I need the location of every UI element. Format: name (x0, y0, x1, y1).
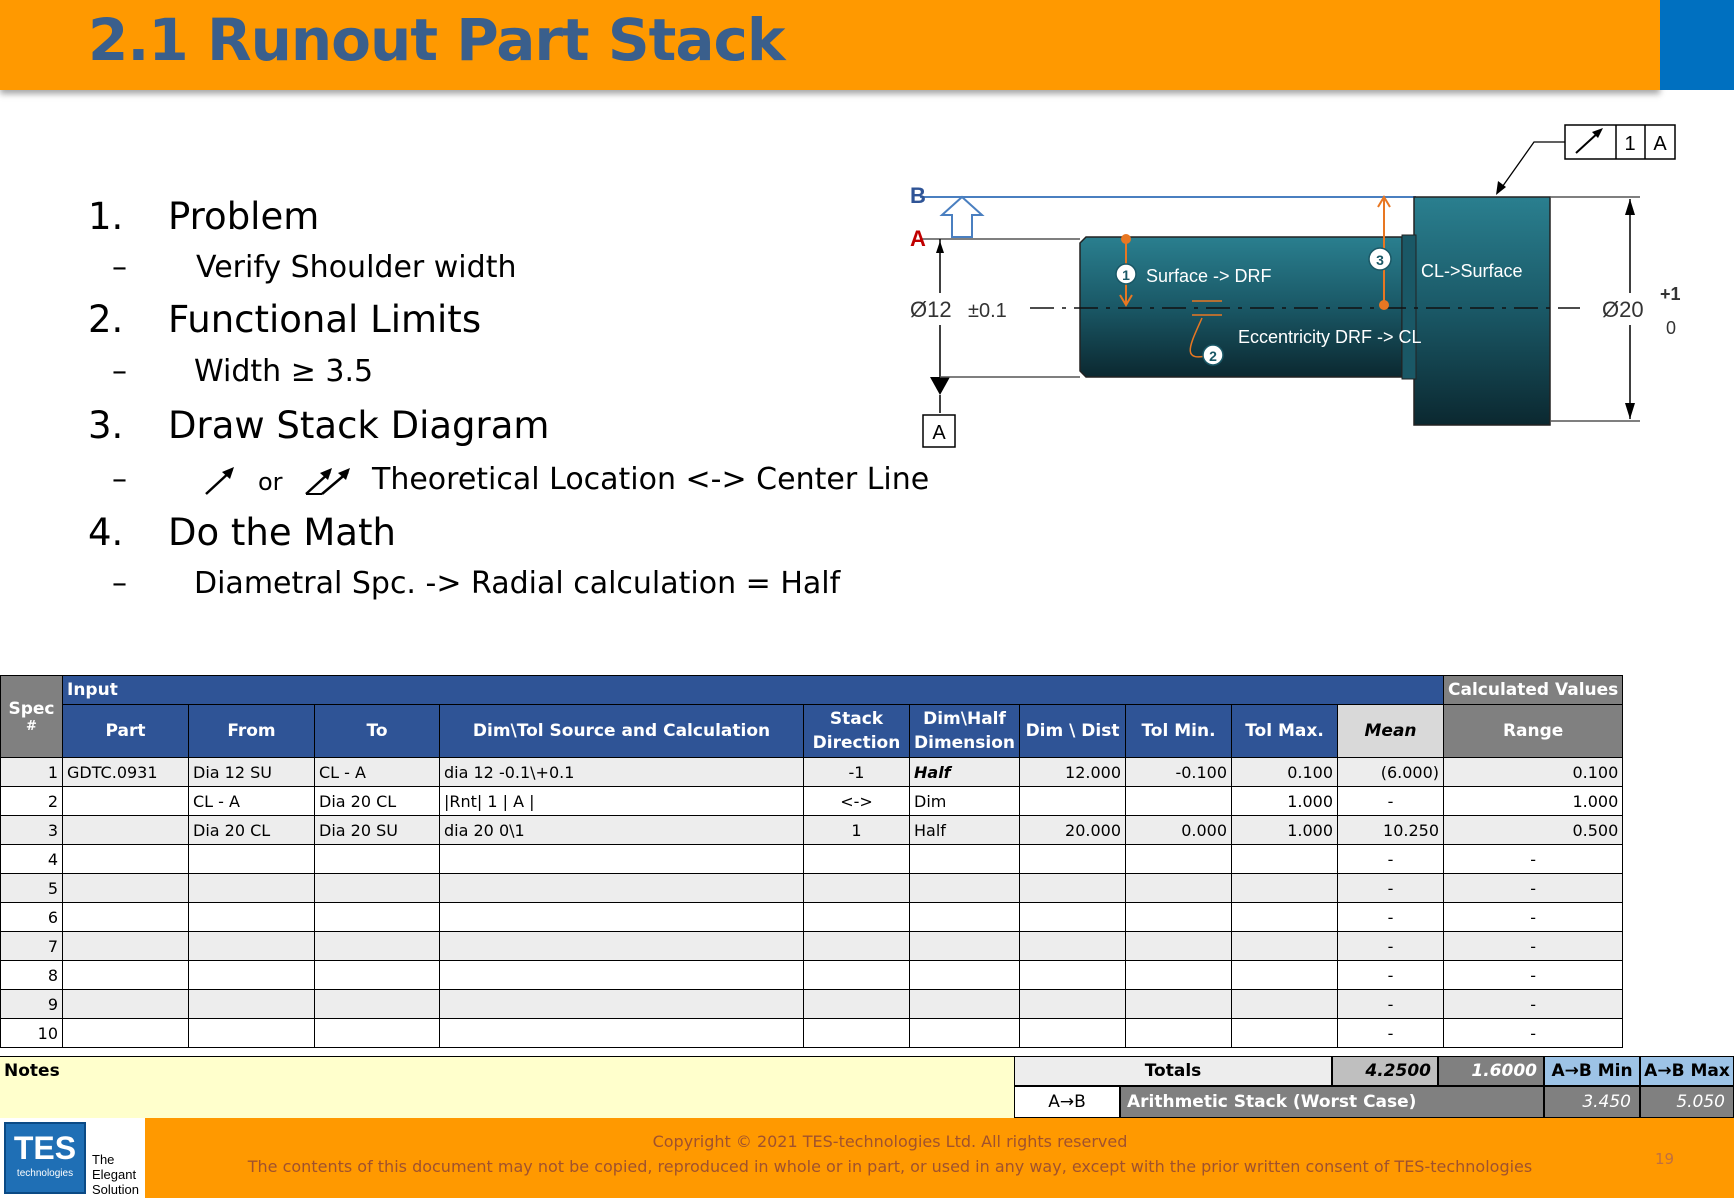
cell-tol-min[interactable] (1126, 932, 1232, 961)
cell-mean[interactable]: - (1338, 845, 1444, 874)
table-row (1, 990, 1623, 1019)
footer-notice: The contents of this document may not be copied, reproduced in whole or in part, or used in any way, except with the prior written consent of TES-technologies (247, 1157, 1533, 1176)
table-row (1, 816, 1623, 845)
page-title: 2.1 Runout Part Stack (88, 6, 785, 74)
arrow-head (936, 241, 944, 253)
fcf-leader (1500, 142, 1565, 190)
cell-to[interactable]: Dia 20 SU (315, 816, 440, 845)
datum-a-triangle (930, 377, 950, 395)
cell-source[interactable] (440, 903, 804, 932)
cell-half[interactable] (910, 961, 1020, 990)
cell-mean[interactable]: - (1338, 932, 1444, 961)
cell-mean[interactable]: 10.250 (1338, 816, 1444, 845)
ab-max-label: A→B Max (1640, 1056, 1734, 1086)
part-drawing (900, 115, 1710, 460)
svg-text:1: 1 (1122, 267, 1130, 283)
logo-tagline: The Elegant Solution (92, 1152, 139, 1197)
outline-sub-text: Theoretical Location <-> Center Line (372, 462, 930, 497)
cell-part[interactable] (63, 787, 189, 816)
col-tol-max: Tol Max. (1232, 705, 1338, 758)
cell-tol-max[interactable]: 1.000 (1232, 816, 1338, 845)
col-from: From (189, 705, 315, 758)
large-shaft (1414, 197, 1550, 425)
outline-item-3 (88, 404, 550, 447)
notes-label: Notes (4, 1061, 60, 1081)
svg-text:3: 3 (1376, 252, 1384, 268)
outline-or: or (258, 468, 283, 496)
table-row (1, 961, 1623, 990)
cell-source[interactable] (440, 874, 804, 903)
cell-mean[interactable]: - (1338, 961, 1444, 990)
header-accent (1660, 0, 1734, 90)
row-number[interactable]: 1 (1, 758, 63, 787)
row-number[interactable]: 3 (1, 816, 63, 845)
cell-dist[interactable] (1020, 990, 1126, 1019)
fcf-datum: A (1653, 133, 1667, 155)
left-dim: Ø12 (910, 297, 952, 322)
cell-to[interactable] (315, 1019, 440, 1048)
fcf-tol: 1 (1624, 133, 1636, 155)
cell-part[interactable]: GDTC.0931 (63, 758, 189, 787)
cell-part[interactable] (63, 1019, 189, 1048)
table-row (1, 1019, 1623, 1048)
cell-half[interactable] (910, 874, 1020, 903)
col-to: To (315, 705, 440, 758)
cell-range[interactable]: - (1444, 874, 1623, 903)
cell-part[interactable] (63, 961, 189, 990)
outline-sub-1 (112, 250, 517, 285)
cell-range[interactable]: - (1444, 961, 1623, 990)
cell-source[interactable] (440, 1019, 804, 1048)
cell-direction[interactable]: -1 (804, 758, 910, 787)
cell-half[interactable] (910, 903, 1020, 932)
col-dist: Dim \ Dist (1020, 705, 1126, 758)
cell-from[interactable]: CL - A (189, 787, 315, 816)
cell-part[interactable] (63, 874, 189, 903)
cell-dist[interactable] (1020, 961, 1126, 990)
row-number[interactable]: 6 (1, 903, 63, 932)
runout-arrow-icon (200, 464, 240, 498)
cell-direction[interactable] (804, 932, 910, 961)
cell-dist[interactable] (1020, 874, 1126, 903)
stack-table (0, 675, 1623, 1048)
cell-dist[interactable]: 12.000 (1020, 758, 1126, 787)
cell-direction[interactable]: <-> (804, 787, 910, 816)
cell-range[interactable]: 0.100 (1444, 758, 1623, 787)
outline-sub-text: Diametral Spc. -> Radial calculation = Half (194, 566, 841, 601)
table-row (1, 932, 1623, 961)
ab-min-label: A→B Min (1544, 1056, 1640, 1086)
cell-direction[interactable] (804, 903, 910, 932)
outline-sub-text: Width ≥ 3.5 (194, 354, 374, 389)
cell-range[interactable]: - (1444, 903, 1623, 932)
cell-to[interactable] (315, 903, 440, 932)
dash: – (112, 354, 127, 389)
outline-num: 2. (88, 298, 124, 341)
calc-header: Calculated Values (1444, 676, 1623, 705)
row-number[interactable]: 8 (1, 961, 63, 990)
row-number[interactable]: 4 (1, 845, 63, 874)
total-runout-arrow-icon (302, 464, 356, 498)
right-tol-lower: 0 (1666, 318, 1677, 338)
table-header-row-2 (1, 705, 1623, 758)
cell-tol-min[interactable] (1126, 1019, 1232, 1048)
outline-item-2 (88, 298, 482, 341)
cell-from[interactable] (189, 874, 315, 903)
col-direction: Stack Direction (804, 705, 910, 758)
cell-mean[interactable]: - (1338, 787, 1444, 816)
cell-range[interactable]: 1.000 (1444, 787, 1623, 816)
arith-label: Arithmetic Stack (Worst Case) (1120, 1086, 1544, 1118)
cell-tol-min[interactable] (1126, 787, 1232, 816)
col-source: Dim\Tol Source and Calculation (440, 705, 804, 758)
cell-from[interactable] (189, 903, 315, 932)
notes-area[interactable] (0, 1056, 1014, 1119)
cell-range[interactable]: - (1444, 990, 1623, 1019)
col-mean: Mean (1338, 705, 1444, 758)
footer-copyright: Copyright © 2021 TES-technologies Ltd. All rights reserved (652, 1132, 1128, 1151)
cell-tol-max[interactable] (1232, 874, 1338, 903)
cell-from[interactable]: Dia 20 CL (189, 816, 315, 845)
cell-mean[interactable]: - (1338, 990, 1444, 1019)
cell-to[interactable] (315, 990, 440, 1019)
cell-direction[interactable] (804, 874, 910, 903)
outline-num: 4. (88, 511, 124, 554)
cell-part[interactable] (63, 932, 189, 961)
cell-tol-min[interactable] (1126, 961, 1232, 990)
cell-to[interactable]: CL - A (315, 758, 440, 787)
outline-sub-4 (112, 566, 841, 601)
outline-item-4 (88, 511, 396, 554)
small-shaft (1080, 237, 1402, 377)
cell-range[interactable]: - (1444, 1019, 1623, 1048)
table-row (1, 758, 1623, 787)
cell-from[interactable] (189, 961, 315, 990)
cell-tol-max[interactable] (1232, 845, 1338, 874)
cell-source[interactable]: dia 20 0\1 (440, 816, 804, 845)
cell-mean[interactable]: - (1338, 874, 1444, 903)
row-number[interactable]: 2 (1, 787, 63, 816)
dash: – (112, 250, 127, 285)
outline-label: Do the Math (168, 511, 396, 554)
callout-1-text: Surface -> DRF (1146, 266, 1272, 286)
cell-to[interactable]: Dia 20 CL (315, 787, 440, 816)
totals-mean: 4.2500 (1332, 1056, 1438, 1086)
cell-part[interactable] (63, 990, 189, 1019)
table-row (1, 845, 1623, 874)
page-number: 19 (1655, 1150, 1675, 1168)
datum-b-label: B (910, 183, 926, 208)
ab-max-value: 5.050 (1640, 1086, 1734, 1118)
cell-to[interactable] (315, 932, 440, 961)
outline-num: 3. (88, 404, 124, 447)
cell-tol-max[interactable] (1232, 932, 1338, 961)
row-number[interactable]: 7 (1, 932, 63, 961)
cell-to[interactable] (315, 845, 440, 874)
cell-tol-min[interactable] (1126, 903, 1232, 932)
input-header: Input (63, 676, 1444, 705)
cell-source[interactable]: dia 12 -0.1\+0.1 (440, 758, 804, 787)
callout-3-text: CL->Surface (1421, 261, 1523, 281)
cell-half[interactable] (910, 990, 1020, 1019)
svg-text:2: 2 (1209, 348, 1217, 364)
cell-tol-max[interactable] (1232, 903, 1338, 932)
logo-mark: TES technologies (4, 1122, 86, 1194)
cell-tol-min[interactable]: 0.000 (1126, 816, 1232, 845)
datum-a-label: A (910, 226, 926, 251)
cell-source[interactable] (440, 845, 804, 874)
cell-dist[interactable] (1020, 1019, 1126, 1048)
row-number[interactable]: 9 (1, 990, 63, 1019)
dash: – (112, 462, 127, 497)
outline-label: Problem (168, 195, 320, 238)
table-header-row-1 (1, 676, 1623, 705)
cell-source[interactable]: |Rnt| 1 | A | (440, 787, 804, 816)
cell-to[interactable] (315, 961, 440, 990)
cell-dist[interactable]: 20.000 (1020, 816, 1126, 845)
spec-header: Spec # (1, 676, 63, 758)
cell-range[interactable]: - (1444, 845, 1623, 874)
outline-item-1 (88, 195, 320, 238)
cell-dist[interactable] (1020, 787, 1126, 816)
col-part: Part (63, 705, 189, 758)
cell-dist[interactable] (1020, 845, 1126, 874)
cell-source[interactable] (440, 961, 804, 990)
cell-tol-max[interactable] (1232, 1019, 1338, 1048)
cell-part[interactable] (63, 816, 189, 845)
cell-half[interactable]: Dim (910, 787, 1020, 816)
cell-mean[interactable]: - (1338, 903, 1444, 932)
cell-tol-min[interactable] (1126, 990, 1232, 1019)
cell-part[interactable] (63, 845, 189, 874)
cell-tol-min[interactable]: -0.100 (1126, 758, 1232, 787)
cell-tol-min[interactable] (1126, 874, 1232, 903)
outline-label: Functional Limits (168, 298, 482, 341)
cell-from[interactable] (189, 845, 315, 874)
totals-range: 1.6000 (1438, 1056, 1544, 1086)
right-tol-upper: +1 (1660, 284, 1681, 304)
cell-source[interactable] (440, 990, 804, 1019)
left-tol: ±0.1 (968, 300, 1007, 322)
row-number[interactable]: 10 (1, 1019, 63, 1048)
cell-tol-max[interactable]: 0.100 (1232, 758, 1338, 787)
cell-direction[interactable] (804, 1019, 910, 1048)
cell-tol-max[interactable]: 1.000 (1232, 787, 1338, 816)
cell-half[interactable] (910, 932, 1020, 961)
dash: – (112, 566, 127, 601)
table-row (1, 874, 1623, 903)
cell-tol-max[interactable] (1232, 990, 1338, 1019)
cell-from[interactable] (189, 990, 315, 1019)
cell-half[interactable] (910, 1019, 1020, 1048)
ab-min-value: 3.450 (1544, 1086, 1640, 1118)
cell-part[interactable] (63, 903, 189, 932)
cell-from[interactable]: Dia 12 SU (189, 758, 315, 787)
cell-dist[interactable] (1020, 932, 1126, 961)
outline-num: 1. (88, 195, 124, 238)
totals-label: Totals (1014, 1056, 1332, 1086)
datum-arrow-icon (942, 197, 982, 237)
cell-range[interactable]: 0.500 (1444, 816, 1623, 845)
outline-sub-text: Verify Shoulder width (196, 250, 517, 285)
cell-mean[interactable]: - (1338, 1019, 1444, 1048)
cell-half[interactable]: Half (910, 758, 1020, 787)
cell-dist[interactable] (1020, 903, 1126, 932)
cell-mean[interactable]: (6.000) (1338, 758, 1444, 787)
company-logo (0, 1118, 145, 1198)
cell-source[interactable] (440, 932, 804, 961)
cell-range[interactable]: - (1444, 932, 1623, 961)
cell-direction[interactable]: 1 (804, 816, 910, 845)
col-half: Dim\Half Dimension (910, 705, 1020, 758)
outline-label: Draw Stack Diagram (168, 404, 550, 447)
outline-sub-3 (112, 462, 930, 497)
row-number[interactable]: 5 (1, 874, 63, 903)
right-dim: Ø20 (1602, 297, 1644, 322)
col-range: Range (1444, 705, 1623, 758)
table-row (1, 787, 1623, 816)
outline-sub-2 (112, 354, 374, 389)
shaft-step (1402, 235, 1416, 379)
cell-direction[interactable] (804, 990, 910, 1019)
cell-to[interactable] (315, 874, 440, 903)
cell-from[interactable] (189, 932, 315, 961)
cell-from[interactable] (189, 1019, 315, 1048)
callout-2-text: Eccentricity DRF -> CL (1238, 327, 1422, 347)
col-tol-min: Tol Min. (1126, 705, 1232, 758)
cell-tol-max[interactable] (1232, 961, 1338, 990)
table-row (1, 903, 1623, 932)
cell-direction[interactable] (804, 845, 910, 874)
cell-half[interactable] (910, 845, 1020, 874)
datum-a-box-label: A (932, 422, 946, 444)
cell-direction[interactable] (804, 961, 910, 990)
ab-label: A→B (1014, 1086, 1120, 1118)
cell-half[interactable]: Half (910, 816, 1020, 845)
cell-tol-min[interactable] (1126, 845, 1232, 874)
